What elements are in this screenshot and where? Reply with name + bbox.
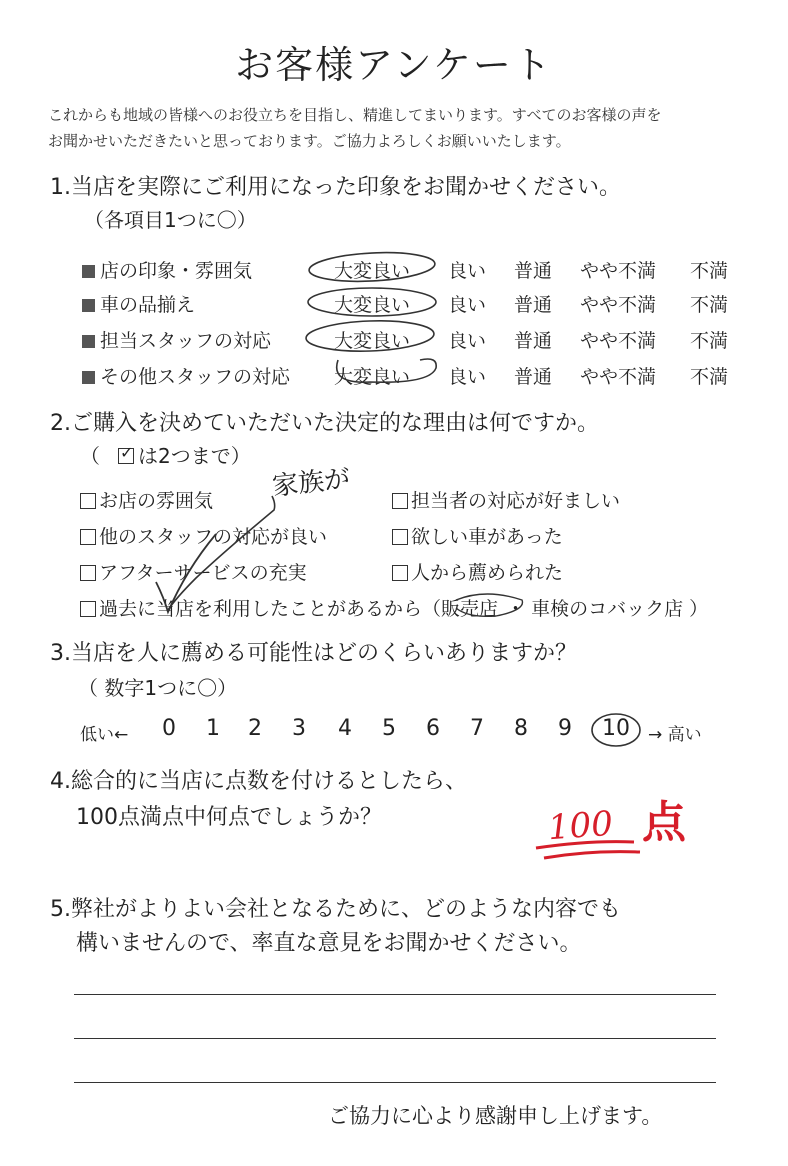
q2-handwritten-note: 家族が bbox=[270, 463, 352, 502]
q3-num-6[interactable]: 6 bbox=[426, 716, 440, 741]
q1-item-label: 店の印象・雰囲気 bbox=[100, 260, 253, 282]
q3-note: （ 数字1つに〇） bbox=[78, 676, 238, 700]
q3-num-0[interactable]: 0 bbox=[162, 716, 176, 741]
q2-note-rest: は2つまで） bbox=[138, 444, 251, 468]
q1-r3-normal[interactable]: 普通 bbox=[514, 330, 553, 352]
q1-r4-very-good[interactable]: 大変良い bbox=[334, 366, 411, 388]
bullet-icon bbox=[82, 335, 95, 348]
q2-check-dealer-option[interactable]: 販売店 bbox=[441, 598, 499, 620]
q2-check-label: 担当者の対応が好ましい bbox=[411, 490, 621, 512]
q3-num-9[interactable]: 9 bbox=[558, 716, 572, 741]
bullet-icon bbox=[82, 371, 95, 384]
q1-r4-bad[interactable]: 不満 bbox=[690, 366, 729, 388]
q1-r4-good[interactable]: 良い bbox=[448, 366, 487, 388]
q3-num-3[interactable]: 3 bbox=[292, 716, 306, 741]
q2-check-kobac-option[interactable]: ・ 車検のコバック店 ） bbox=[506, 598, 709, 620]
q4-line-2: 100点満点中何点でしょうか？ bbox=[76, 805, 382, 830]
q1-r2-bad[interactable]: 不満 bbox=[690, 294, 729, 316]
q3-num-2[interactable]: 2 bbox=[248, 716, 262, 741]
closing-message: ご協力に心より感謝申し上げます。 bbox=[328, 1104, 663, 1128]
checkbox-checked-icon: ✓ bbox=[120, 443, 134, 462]
answer-line[interactable] bbox=[74, 1082, 716, 1083]
q1-item-other-staff bbox=[82, 362, 290, 389]
survey-title: お客様アンケート bbox=[235, 43, 553, 87]
q1-item-label: 担当スタッフの対応 bbox=[100, 330, 272, 352]
q1-r4-somewhat[interactable]: やや不満 bbox=[580, 366, 657, 388]
q1-r2-normal[interactable]: 普通 bbox=[514, 294, 553, 316]
q4-answer-unit: 点 bbox=[642, 797, 686, 848]
q1-r1-bad[interactable]: 不満 bbox=[690, 260, 729, 282]
bullet-icon bbox=[82, 265, 95, 278]
q3-low-label: 低い← bbox=[80, 725, 129, 745]
bullet-icon bbox=[82, 299, 95, 312]
q3-num-5[interactable]: 5 bbox=[382, 716, 396, 741]
q4-line-1: 4.総合的に当店に点数を付けるとしたら、 bbox=[50, 769, 467, 794]
q1-r3-good[interactable]: 良い bbox=[448, 330, 487, 352]
q2-check-label: 欲しい車があった bbox=[411, 526, 563, 548]
handwritten-check-marks bbox=[76, 470, 556, 630]
answer-line[interactable] bbox=[74, 994, 716, 995]
q3-num-1[interactable]: 1 bbox=[206, 716, 220, 741]
q1-r1-very-good[interactable]: 大変良い bbox=[334, 260, 411, 282]
q4-answer-number: 100 bbox=[546, 803, 615, 849]
q2-note-open: （ bbox=[80, 444, 100, 468]
q1-r1-good[interactable]: 良い bbox=[448, 260, 487, 282]
q3-high-label: → 高い bbox=[648, 725, 702, 745]
q3-num-10[interactable]: 10 bbox=[602, 716, 630, 741]
q2-question: 2.ご購入を決めていただいた決定的な理由は何ですか。 bbox=[50, 411, 599, 436]
q2-check-label: お店の雰囲気 bbox=[99, 490, 214, 512]
q3-num-8[interactable]: 8 bbox=[514, 716, 528, 741]
q5-line-2: 構いませんので、率直な意見をお聞かせください。 bbox=[76, 931, 582, 956]
q1-item-selection bbox=[82, 290, 195, 317]
intro-line-1: これからも地域の皆様へのお役立ちを目指し、精進してまいります。すべてのお客様の声を bbox=[48, 106, 662, 124]
q2-note bbox=[80, 440, 251, 469]
q1-r2-very-good[interactable]: 大変良い bbox=[334, 294, 411, 316]
q1-r3-somewhat[interactable]: やや不満 bbox=[580, 330, 657, 352]
q1-note: （各項目1つに〇） bbox=[84, 208, 257, 232]
q1-item-label: 車の品揃え bbox=[100, 294, 196, 316]
q1-question: 1.当店を実際にご利用になった印象をお聞かせください。 bbox=[50, 175, 621, 200]
q1-item-atmosphere bbox=[82, 256, 252, 283]
red-underline-marks bbox=[530, 836, 650, 866]
q5-line-1: 5.弊社がよりよい会社となるために、どのような内容でも bbox=[50, 897, 621, 922]
q2-check-label: アフターサービスの充実 bbox=[99, 562, 307, 584]
q1-r4-normal[interactable]: 普通 bbox=[514, 366, 553, 388]
intro-line-2: お聞かせいただきたいと思っております。ご協力よろしくお願いいたします。 bbox=[48, 132, 571, 150]
q2-check-label: 人から薦められた bbox=[411, 562, 564, 584]
q1-r2-good[interactable]: 良い bbox=[448, 294, 487, 316]
q1-item-label: その他スタッフの対応 bbox=[100, 366, 291, 388]
q2-check-label: 過去に当店を利用したことがあるから（ bbox=[99, 598, 442, 620]
q1-r3-very-good[interactable]: 大変良い bbox=[334, 330, 411, 352]
q1-item-staff bbox=[82, 326, 271, 353]
q3-question: 3.当店を人に薦める可能性はどのくらいありますか？ bbox=[50, 641, 577, 666]
handwritten-circle-marks bbox=[300, 244, 450, 394]
q1-r1-normal[interactable]: 普通 bbox=[514, 260, 553, 282]
q2-check-label: 他のスタッフの対応が良い bbox=[99, 526, 328, 548]
answer-line[interactable] bbox=[74, 1038, 716, 1039]
handwritten-circle-10 bbox=[588, 710, 644, 750]
q1-r3-bad[interactable]: 不満 bbox=[690, 330, 729, 352]
q3-num-7[interactable]: 7 bbox=[470, 716, 484, 741]
q1-r1-somewhat[interactable]: やや不満 bbox=[580, 260, 657, 282]
q3-num-4[interactable]: 4 bbox=[338, 716, 352, 741]
q1-r2-somewhat[interactable]: やや不満 bbox=[580, 294, 657, 316]
